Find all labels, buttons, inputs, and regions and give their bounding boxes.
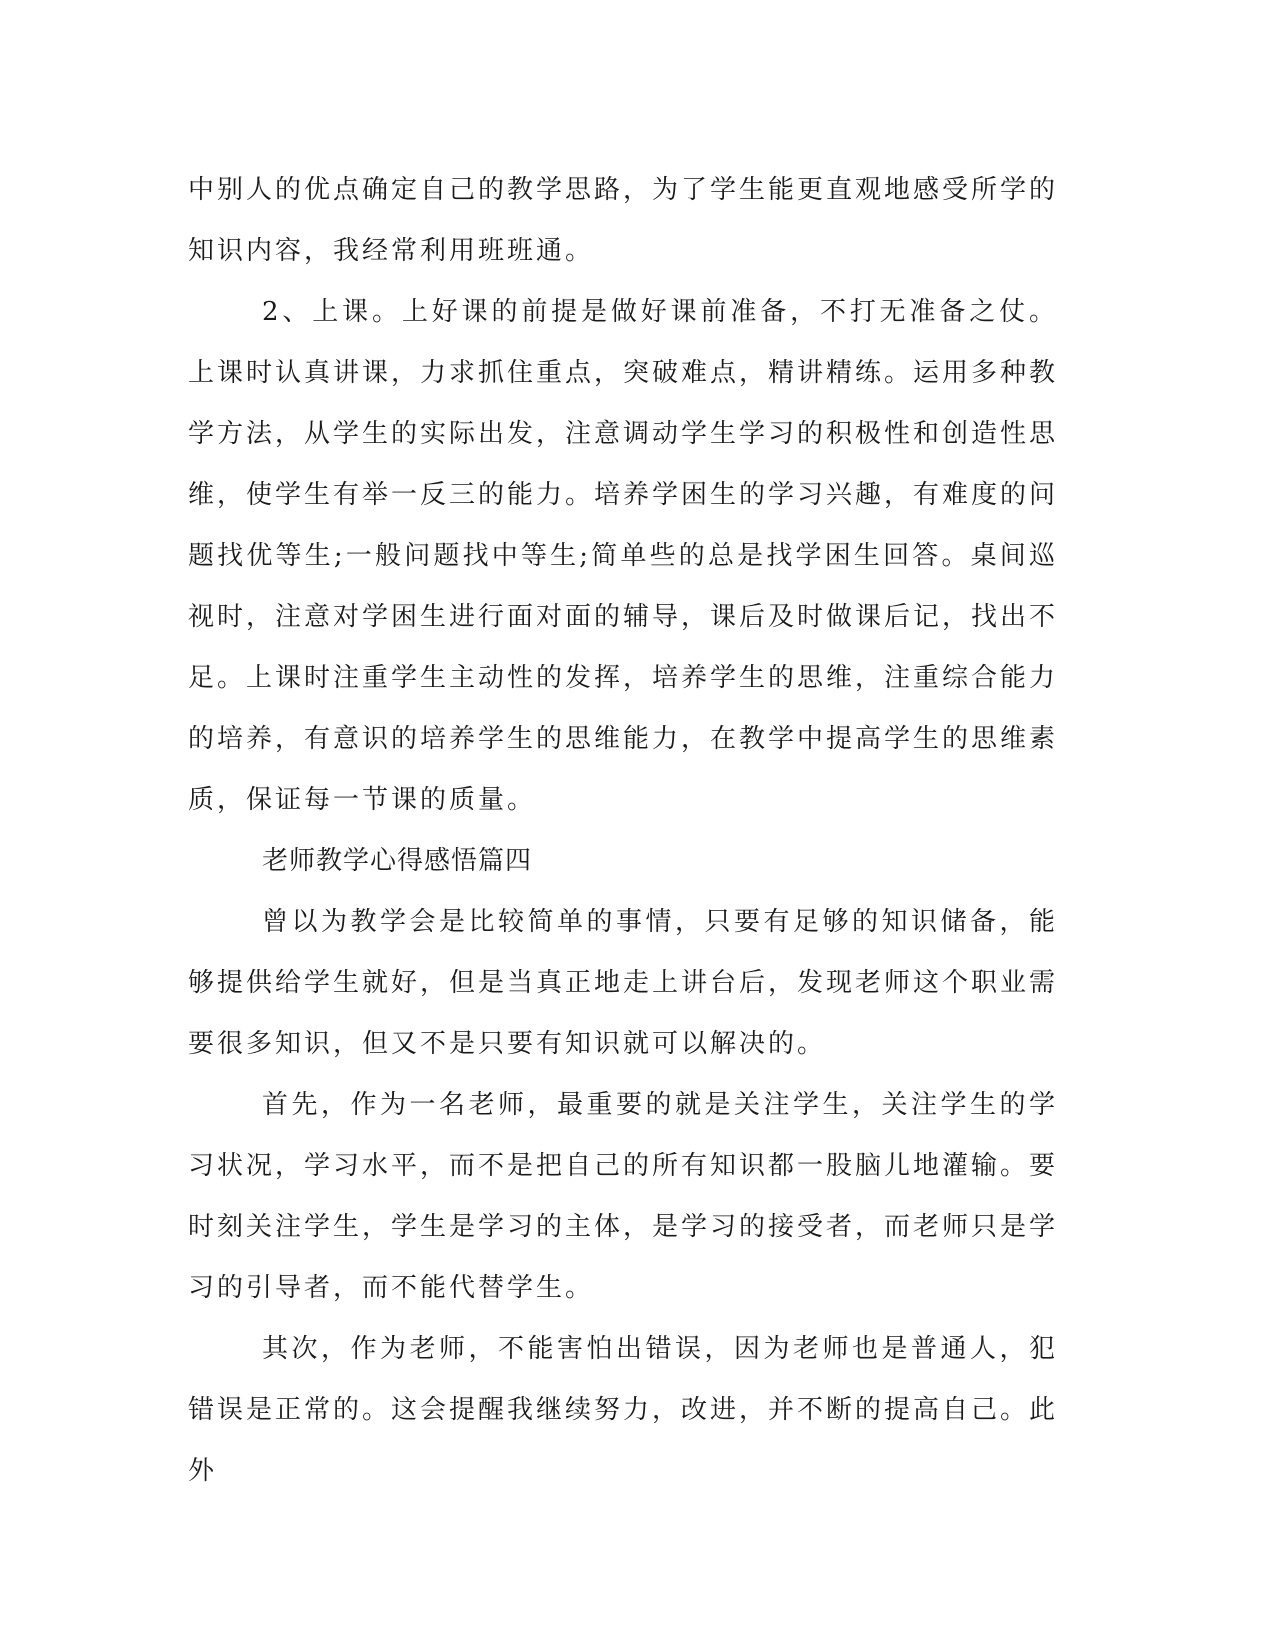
section-heading: 老师教学心得感悟篇四 (262, 846, 533, 876)
paragraph-second: 其次，作为老师，不能害怕出错误，因为老师也是普通人，犯错误是正常的。这会提醒我继续努力，改进，并不断的提高自己。此外 (188, 1334, 1059, 1486)
paragraph-continuation: 中别人的优点确定自己的教学思路，为了学生能更直观地感受所学的知识内容，我经常利用班班通。 (188, 175, 1059, 266)
paragraph-lesson: 2、上课。上好课的前提是做好课前准备，不打无准备之仗。上课时认真讲课，力求抓住重点，突破难点，精讲精练。运用多种教学方法，从学生的实际出发，注意调动学生学习的积极性和创造性思维，使学生有举一反三的能力。培养学困生的学习兴趣，有难度的问题找优等生;一般问题找中等生;简单些的总是找学困生回答。桌间巡视时，注意对学困生进行面对面的辅导，课后及时做课后记，找出不足。上课时注重学生主动性的发挥，培养学生的思维，注重综合能力的培养，有意识的培养学生的思维能力，在教学中提高学生的思维素质，保证每一节课的质量。 (188, 297, 1059, 815)
paragraph-intro: 曾以为教学会是比较简单的事情，只要有足够的知识储备，能够提供给学生就好，但是当真正地走上讲台后，发现老师这个职业需要很多知识，但又不是只要有知识就可以解决的。 (188, 907, 1059, 1059)
document-body (188, 160, 1058, 1502)
paragraph-first: 首先，作为一名老师，最重要的就是关注学生，关注学生的学习状况，学习水平，而不是把自己的所有知识都一股脑儿地灌输。要时刻关注学生，学生是学习的主体，是学习的接受者，而老师只是学习的引导者，而不能代替学生。 (188, 1090, 1059, 1303)
